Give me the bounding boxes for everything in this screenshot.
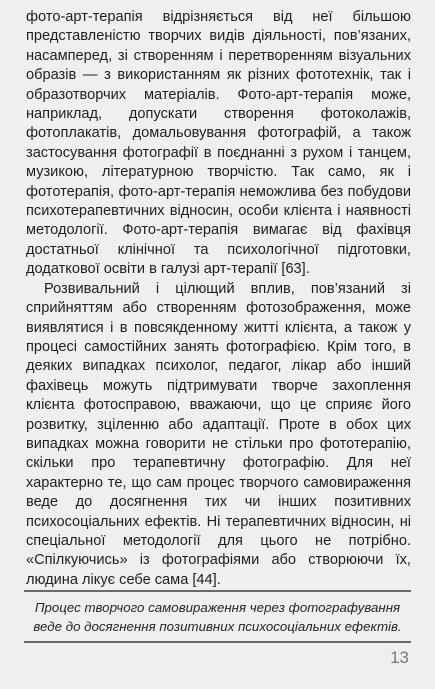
paragraph-1: фото-арт-терапія відрізняється від неї більшою представленістю творчих видів діяльності, пов’язаних, насамперед, зі створенням і перетворенням візуальних образів — з використанням як різних фототехнік, так і образотворчих матеріалів. Фото-арт-терапія може, наприклад, допускати створення фотоколажів, фотоплакатів, домальовування фотографій, а також застосування фотографії в поєднанні з рухом і танцем, музикою, літературною творчістю. Так само, як і фототерапія, фото-арт-терапія неможлива без побудови психотерапевтичних відносин, особи клієнта і наявності методології. Фото-арт-терапія вимагає від фахівця достатньої клінічної та психологічної підготовки, додаткової освіти в галузі арт-терапії [63]. [26, 9, 411, 278]
body-text [26, 8, 411, 590]
pull-quote-text: Процес творчого самовираження через фотографування веде до досягнення позитивних психосоціальних ефектів. [33, 600, 402, 634]
paragraph-2: Розвивальний і цілющий вплив, пов’язаний зі сприйняттям або створенням фотозображення, може виявлятися і в повсякденному житті клієнта, а також у процесі самостійних занять фотографією. Крім того, в деяких випадках психолог, педагог, лікар або інший фахівець можуть підтримувати творче захоплення клієнта фотосправою, вважаючи, що це сприяє його розвитку, зціленню або адаптації. Проте в обох цих випадках можна говорити не стільки про фототерапію, скільки про терапевтичну фотографію. Для неї характерно те, що сам процес творчого самовираження веде до досягнення тих чи інших позитивних психосоціальних ефектів. Ні терапевтичних відносин, ні спеціальної методології для цього не потрібно. «Спілкуючись» із фотографіями або створюючи їх, людина лікує себе сама [44]. [26, 280, 411, 588]
page-number: 13 [390, 648, 409, 667]
pull-quote [24, 590, 411, 643]
